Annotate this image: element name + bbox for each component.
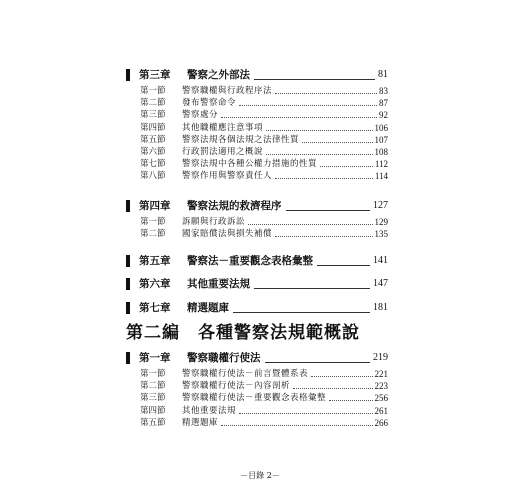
- chapter-number: 第七章: [139, 302, 171, 314]
- chapter-number: 第五章: [139, 255, 171, 267]
- section-title: 警察職權行使法－前言暨體系表: [182, 369, 309, 379]
- chapter-page: 147: [373, 278, 388, 289]
- section-number: 第七節: [140, 159, 166, 170]
- section-row[interactable]: [140, 380, 388, 391]
- chapter-row[interactable]: [126, 350, 388, 364]
- chapter-title: 警察之外部法: [187, 69, 250, 81]
- section-page: 135: [374, 229, 388, 240]
- section-page: 114: [374, 171, 388, 182]
- leader-dots: [221, 425, 372, 426]
- section-title: 發布警察命令: [182, 98, 237, 109]
- section-number: 第一節: [140, 86, 166, 96]
- section-title: 其他重要法規: [182, 405, 237, 416]
- section-title: 其他職權應注意事項: [182, 122, 264, 133]
- chapter-number: 第六章: [139, 278, 171, 290]
- chapter-title: 警察法－重要觀念表格彙整: [187, 255, 313, 267]
- section-page: 221: [374, 369, 388, 379]
- chapter-title: 警察職權行使法: [187, 352, 261, 364]
- section-title: 警察法規各個法規之法律性質: [182, 134, 300, 145]
- section-number: 第二節: [140, 98, 166, 109]
- chapter-page: 141: [373, 255, 388, 266]
- chapter-page: 127: [373, 200, 388, 211]
- page-footer: －目錄 2－: [240, 471, 280, 480]
- chapter-number: 第一章: [139, 352, 171, 364]
- section-number: 第五節: [140, 417, 166, 428]
- section-number: 第八節: [140, 171, 166, 182]
- section-page: 107: [374, 134, 388, 145]
- section-page: 261: [374, 405, 388, 416]
- section-row[interactable]: [140, 109, 388, 120]
- leader-line: [254, 288, 370, 289]
- section-page: 266: [374, 417, 388, 428]
- chapter-page: 181: [373, 302, 388, 313]
- part-title: 各種警察法規範概說: [198, 323, 360, 343]
- leader-line: [233, 312, 370, 313]
- leader-dots: [239, 105, 377, 106]
- chapter-row[interactable]: [126, 300, 388, 314]
- section-row[interactable]: [140, 146, 388, 157]
- chapter-title: 警察法規的救濟程序: [187, 200, 282, 212]
- chapter-row[interactable]: [126, 198, 388, 212]
- chapter-page: 219: [373, 352, 388, 363]
- section-row[interactable]: [140, 368, 388, 379]
- chapter-row[interactable]: [126, 276, 388, 290]
- section-row[interactable]: [140, 228, 388, 239]
- leader-dots: [221, 117, 377, 118]
- part-label: 第二編: [126, 323, 180, 343]
- section-number: 第五節: [140, 134, 166, 145]
- section-row[interactable]: [140, 85, 388, 96]
- leader-line: [286, 210, 371, 211]
- section-title: 國家賠償法與損失補償: [182, 229, 273, 240]
- section-row[interactable]: [140, 392, 388, 403]
- leader-dots: [275, 93, 377, 94]
- section-title: 警察職權行使法－內容剖析: [182, 381, 291, 392]
- section-title: 訴願與行政訴訟: [182, 217, 246, 227]
- chapter-title: 精選題庫: [187, 302, 229, 314]
- section-number: 第三節: [140, 393, 166, 404]
- section-page: 108: [374, 147, 388, 157]
- section-row[interactable]: [140, 405, 388, 416]
- leader-line: [317, 265, 370, 266]
- chapter-number: 第三章: [139, 69, 171, 81]
- section-page: 83: [379, 86, 388, 96]
- chapter-marker: [126, 200, 130, 212]
- section-title: 警察職權行使法－重要觀念表格彙整: [182, 393, 327, 404]
- section-number: 第二節: [140, 229, 166, 240]
- section-number: 第六節: [140, 147, 166, 157]
- section-row[interactable]: [140, 134, 388, 145]
- section-page: 129: [374, 217, 388, 227]
- section-number: 第三節: [140, 110, 166, 121]
- leader-line: [254, 79, 375, 80]
- leader-dots: [266, 130, 372, 131]
- leader-dots: [311, 376, 372, 377]
- leader-dots: [293, 388, 372, 389]
- leader-dots: [275, 236, 372, 237]
- leader-dots: [302, 142, 372, 143]
- section-title: 警察法規中各種公權力措施的性質: [182, 159, 318, 170]
- section-row[interactable]: [140, 97, 388, 108]
- chapter-marker: [126, 69, 130, 81]
- section-number: 第四節: [140, 405, 166, 416]
- leader-line: [265, 362, 371, 363]
- section-number: 第四節: [140, 122, 166, 133]
- chapter-title: 其他重要法規: [187, 278, 250, 290]
- leader-dots: [248, 224, 372, 225]
- chapter-row[interactable]: [126, 253, 388, 267]
- section-title: 警察作用與警察責任人: [182, 171, 273, 182]
- section-title: 警察職權與行政程序法: [182, 86, 273, 96]
- section-page: 112: [374, 159, 388, 170]
- leader-dots: [320, 166, 373, 167]
- chapter-marker: [126, 302, 130, 314]
- section-row[interactable]: [140, 417, 388, 428]
- section-row[interactable]: [140, 216, 388, 227]
- chapter-page: 81: [378, 69, 388, 80]
- leader-dots: [329, 400, 372, 401]
- section-number: 第一節: [140, 217, 166, 227]
- chapter-marker: [126, 255, 130, 267]
- section-page: 87: [379, 98, 388, 109]
- section-row[interactable]: [140, 122, 388, 133]
- section-page: 106: [374, 122, 388, 133]
- chapter-number: 第四章: [139, 200, 171, 212]
- section-title: 行政罰法適用之概說: [182, 147, 264, 157]
- section-page: 92: [379, 110, 388, 121]
- chapter-marker: [126, 278, 130, 290]
- section-page: 256: [374, 393, 388, 404]
- section-number: 第一節: [140, 369, 166, 379]
- chapter-marker: [126, 352, 130, 364]
- section-title: 警察處分: [182, 110, 219, 121]
- section-row[interactable]: [140, 158, 388, 169]
- section-number: 第二節: [140, 381, 166, 392]
- section-row[interactable]: [140, 170, 388, 181]
- leader-dots: [275, 178, 373, 179]
- section-title: 精選題庫: [182, 417, 219, 428]
- part-heading: [126, 318, 360, 343]
- leader-dots: [266, 154, 372, 155]
- chapter-row[interactable]: [126, 67, 388, 81]
- leader-dots: [239, 413, 372, 414]
- section-page: 223: [374, 381, 388, 392]
